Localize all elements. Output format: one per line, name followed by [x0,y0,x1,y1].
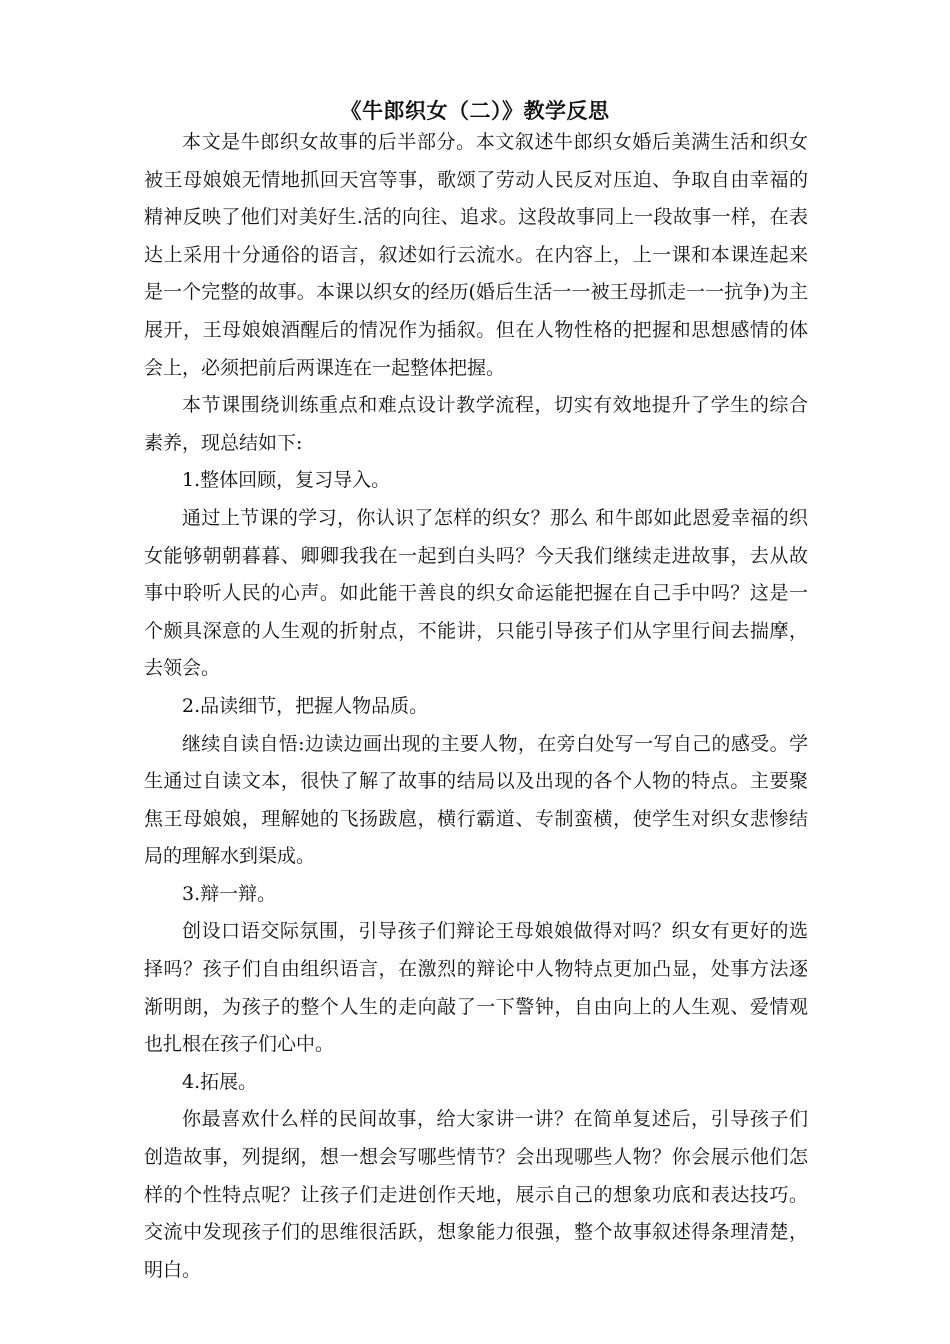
section-heading: 1.整体回顾，复习导入。 [182,469,391,492]
document-title: 《牛郎织女（二）》教学反思 [340,98,610,123]
paragraph: 通过上节课的学习，你认识了怎样的织女？那么 和牛郎如此恩爱幸福的织女能够朝朝暮暮、卿卿我我在一起到白头吗？今天我们继续走进故事，去从故事中聆听人民的心声。如此能干善良的织女命运能把握在自己手中吗？这是一个颇具深意的人生观的折射点，不能讲，只能引导孩子们从字里行间去揣摩，去领会。 [144,506,808,680]
section-heading: 4.拓展。 [182,1070,258,1093]
paragraph: 本文是牛郎织女故事的后半部分。本文叙述牛郎织女婚后美满生活和织女被王母娘娘无情地抓回天宫等事，歌颂了劳动人民反对压迫、争取自由幸福的精神反映了他们对美好生.活的向往、追求。这段故事同上一段故事一样，在表达上采用十分通俗的语言，叙述如行云流水。在内容上，上一课和本课连起来是一个完整的故事。本课以织女的经历(婚后生活一一被王母抓走一一抗争)为主展开，王母娘娘酒醒后的情况作为插叙。但在人物性格的把握和思想感情的体会上，必须把前后两课连在一起整体把握。 [144,131,808,379]
paragraph: 继续自读自悟:边读边画出现的主要人物，在旁白处写一写自己的感受。学生通过自读文本，很快了解了故事的结局以及出现的各个人物的特点。主要聚焦王母娘娘，理解她的飞扬跋扈，横行霸道、专制蛮横，使学生对织女悲惨结局的理解水到渠成。 [144,732,808,868]
document-body [144,124,808,1289]
paragraph: 创设口语交际氛围，引导孩子们辩论王母娘娘做得对吗？织女有更好的选择吗？孩子们自由组织语言，在激烈的辩论中人物特点更加凸显，处事方法逐渐明朗，为孩子的整个人生的走向敲了一下警钟，自由向上的人生观、爱情观也扎根在孩子们心中。 [144,920,808,1056]
paragraph: 你最喜欢什么样的民间故事，给大家讲一讲？在简单复述后，引导孩子们创造故事，列提纲，想一想会写哪些情节？会出现哪些人物？你会展示他们怎样的个性特点呢？让孩子们走进创作天地，展示自己的想象功底和表达技巧。交流中发现孩子们的思维很活跃，想象能力很强，整个故事叙述得条理清楚，明白。 [144,1108,808,1281]
paragraph: 本节课围绕训练重点和难点设计教学流程，切实有效地提升了学生的综合素养，现总结如下: [144,394,808,454]
section-heading: 3.辩一辩。 [182,882,277,905]
section-heading: 2.品读细节，把握人物品质。 [182,694,429,717]
